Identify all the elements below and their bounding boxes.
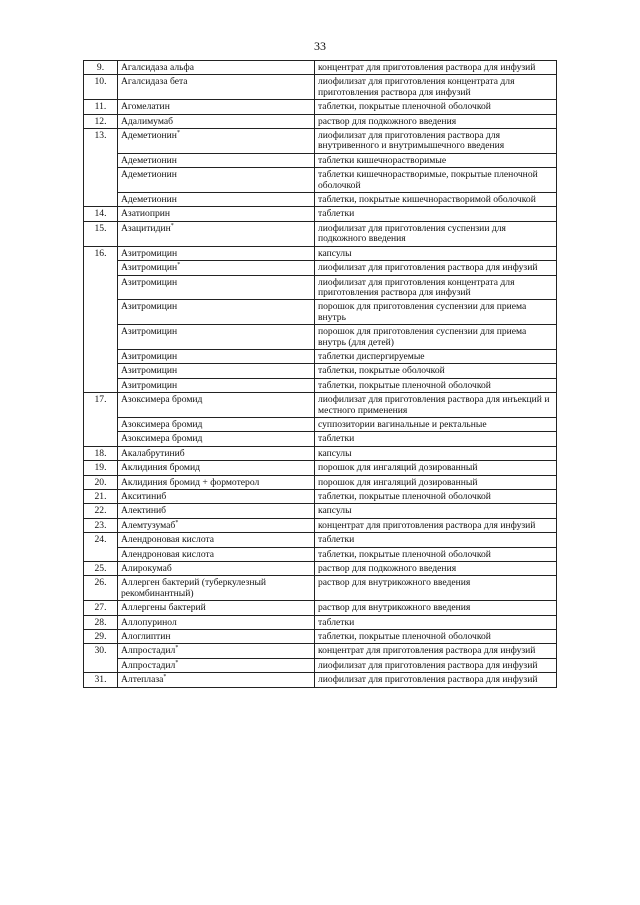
- drug-name-cell: [118, 673, 315, 687]
- table-row: [84, 153, 557, 167]
- drug-name-cell: [118, 114, 315, 128]
- row-number: 20.: [84, 475, 118, 489]
- drug-name: Азоксимера бромид: [121, 433, 203, 445]
- asterisk-mark: *: [175, 519, 179, 526]
- drug-name-cell: [118, 168, 315, 193]
- drug-name-cell: [118, 475, 315, 489]
- dosage-form: таблетки, покрытые пленочной оболочкой: [315, 378, 557, 392]
- dosage-form: порошок для ингаляций дозированный: [315, 461, 557, 475]
- drug-name: Азацитидин: [121, 222, 171, 234]
- drug-name: Адалимумаб: [121, 115, 173, 127]
- drug-name-cell: [118, 193, 315, 207]
- row-number: 19.: [84, 461, 118, 475]
- drug-name: Алоглиптин: [121, 631, 171, 643]
- row-number: 30.: [84, 644, 118, 673]
- drug-name: Алпростадил: [121, 659, 176, 671]
- row-number: 11.: [84, 100, 118, 114]
- drug-name: Алирокумаб: [121, 563, 172, 575]
- table-row: [84, 129, 557, 154]
- drug-name-cell: [118, 300, 315, 325]
- table-row: [84, 615, 557, 629]
- dosage-form: лиофилизат для приготовления раствора для инфузий: [315, 673, 557, 687]
- table-row: [84, 61, 557, 75]
- dosage-form: таблетки, покрытые пленочной оболочкой: [315, 630, 557, 644]
- table-row: [84, 300, 557, 325]
- dosage-form: лиофилизат для приготовления концентрата для приготовления раствора для инфузий: [315, 75, 557, 100]
- row-number: 18.: [84, 446, 118, 460]
- row-number: 21.: [84, 490, 118, 504]
- dosage-form: лиофилизат для приготовления раствора для инъекций и местного применения: [315, 393, 557, 418]
- dosage-form: таблетки, покрытые пленочной оболочкой: [315, 547, 557, 561]
- drug-name: Адеметионин: [121, 169, 177, 181]
- asterisk-mark: *: [175, 659, 179, 666]
- drug-name-cell: [118, 207, 315, 221]
- drug-name: Алтеплаза: [121, 674, 164, 686]
- table-row: [84, 490, 557, 504]
- dosage-form: раствор для внутрикожного введения: [315, 576, 557, 601]
- drug-name: Азитромицин: [121, 326, 178, 338]
- table-row: [84, 432, 557, 446]
- table-row: [84, 630, 557, 644]
- drug-name: Алемтузумаб: [121, 519, 176, 531]
- drug-name-cell: [118, 658, 315, 672]
- dosage-form: концентрат для приготовления раствора для инфузий: [315, 61, 557, 75]
- drug-name: Аклидиния бромид + формотерол: [121, 476, 260, 488]
- table-row: [84, 475, 557, 489]
- table-row: [84, 378, 557, 392]
- dosage-form: раствор для подкожного введения: [315, 114, 557, 128]
- dosage-form: капсулы: [315, 446, 557, 460]
- table-row: [84, 518, 557, 532]
- drug-name: Азитромицин: [121, 247, 178, 259]
- drug-name: Акситиниб: [121, 491, 167, 502]
- drug-name: Азитромицин: [121, 301, 178, 313]
- drug-name: Азитромицин: [121, 379, 178, 391]
- table-row: [84, 417, 557, 431]
- table-row: [84, 673, 557, 687]
- drug-table: [83, 60, 557, 688]
- table-row: [84, 325, 557, 350]
- dosage-form: порошок для ингаляций дозированный: [315, 475, 557, 489]
- drug-name: Агалсидаза бета: [121, 76, 188, 88]
- drug-name: Азоксимера бромид: [121, 418, 203, 430]
- drug-name: Азитромицин: [121, 276, 178, 288]
- asterisk-mark: *: [163, 674, 167, 681]
- drug-name: Агомелатин: [121, 101, 170, 113]
- dosage-form: таблетки, покрытые кишечнорастворимой оболочкой: [315, 193, 557, 207]
- dosage-form: таблетки кишечнорастворимые: [315, 153, 557, 167]
- drug-name: Адеметионин: [121, 194, 177, 206]
- row-number: 31.: [84, 673, 118, 687]
- table-row: [84, 207, 557, 221]
- drug-name-cell: [118, 393, 315, 418]
- row-number: 24.: [84, 533, 118, 562]
- drug-name: Алектиниб: [121, 505, 166, 517]
- row-number: 17.: [84, 393, 118, 447]
- row-number: 29.: [84, 630, 118, 644]
- drug-name-cell: [118, 325, 315, 350]
- drug-name-cell: [118, 644, 315, 658]
- dosage-form: таблетки: [315, 533, 557, 547]
- drug-name: Азитромицин: [121, 262, 178, 274]
- table-row: [84, 533, 557, 547]
- drug-name-cell: [118, 547, 315, 561]
- dosage-form: лиофилизат для приготовления раствора для инфузий: [315, 261, 557, 275]
- row-number: 26.: [84, 576, 118, 601]
- drug-name-cell: [118, 490, 315, 504]
- dosage-form: капсулы: [315, 504, 557, 518]
- row-number: 9.: [84, 61, 118, 75]
- drug-name: Азитромицин: [121, 350, 178, 362]
- drug-name: Аллерген бактерий (туберкулезный рекомбинантный): [121, 577, 267, 599]
- row-number: 28.: [84, 615, 118, 629]
- drug-name-cell: [118, 432, 315, 446]
- drug-name-cell: [118, 100, 315, 114]
- dosage-form: таблетки, покрытые пленочной оболочкой: [315, 100, 557, 114]
- drug-name: Аклидиния бромид: [121, 462, 200, 474]
- table-row: [84, 75, 557, 100]
- row-number: 12.: [84, 114, 118, 128]
- dosage-form: таблетки кишечнорастворимые, покрытые пленочной оболочкой: [315, 168, 557, 193]
- drug-name-cell: [118, 349, 315, 363]
- table-row: [84, 168, 557, 193]
- row-number: 16.: [84, 246, 118, 392]
- table-row: [84, 193, 557, 207]
- dosage-form: таблетки, покрытые оболочкой: [315, 364, 557, 378]
- drug-name-cell: [118, 518, 315, 532]
- asterisk-mark: *: [175, 645, 179, 652]
- dosage-form: концентрат для приготовления раствора для инфузий: [315, 518, 557, 532]
- drug-name-cell: [118, 75, 315, 100]
- page-number: 33: [314, 39, 326, 53]
- dosage-form: лиофилизат для приготовления концентрата для приготовления раствора для инфузий: [315, 275, 557, 300]
- table-row: [84, 393, 557, 418]
- drug-name-cell: [118, 562, 315, 576]
- drug-name-cell: [118, 246, 315, 260]
- table-row: [84, 446, 557, 460]
- row-number: 25.: [84, 562, 118, 576]
- dosage-form: концентрат для приготовления раствора для инфузий: [315, 644, 557, 658]
- table-row: [84, 547, 557, 561]
- asterisk-mark: *: [176, 129, 180, 136]
- table-row: [84, 114, 557, 128]
- dosage-form: лиофилизат для приготовления суспензии для подкожного введения: [315, 221, 557, 246]
- drug-name-cell: [118, 261, 315, 275]
- drug-name-cell: [118, 615, 315, 629]
- table-row: [84, 364, 557, 378]
- drug-name: Алендроновая кислота: [121, 548, 215, 560]
- drug-name: Адеметионин: [121, 130, 177, 142]
- drug-name: Азатиоприн: [121, 208, 171, 220]
- drug-name-cell: [118, 446, 315, 460]
- drug-name-cell: [118, 129, 315, 154]
- drug-name: Азоксимера бромид: [121, 394, 203, 406]
- drug-name-cell: [118, 533, 315, 547]
- table-row: [84, 100, 557, 114]
- table-row: [84, 658, 557, 672]
- drug-name: Акалабрутиниб: [121, 447, 185, 459]
- drug-name-cell: [118, 630, 315, 644]
- asterisk-mark: *: [170, 222, 174, 229]
- table-row: [84, 601, 557, 615]
- row-number: 13.: [84, 129, 118, 207]
- table-row: [84, 246, 557, 260]
- dosage-form: раствор для внутрикожного введения: [315, 601, 557, 615]
- drug-name-cell: [118, 153, 315, 167]
- dosage-form: капсулы: [315, 246, 557, 260]
- dosage-form: раствор для подкожного введения: [315, 562, 557, 576]
- asterisk-mark: *: [177, 261, 181, 268]
- drug-name: Адеметионин: [121, 154, 177, 166]
- dosage-form: таблетки: [315, 207, 557, 221]
- table-row: [84, 644, 557, 658]
- row-number: 27.: [84, 601, 118, 615]
- dosage-form: порошок для приготовления суспензии для приема внутрь (для детей): [315, 325, 557, 350]
- table-row: [84, 576, 557, 601]
- table-row: [84, 504, 557, 518]
- row-number: 15.: [84, 221, 118, 246]
- dosage-form: таблетки, покрытые пленочной оболочкой: [315, 490, 557, 504]
- drug-name-cell: [118, 61, 315, 75]
- drug-name-cell: [118, 504, 315, 518]
- drug-name-cell: [118, 417, 315, 431]
- dosage-form: порошок для приготовления суспензии для приема внутрь: [315, 300, 557, 325]
- drug-name-cell: [118, 576, 315, 601]
- dosage-form: лиофилизат для приготовления раствора для инфузий: [315, 658, 557, 672]
- drug-name-cell: [118, 275, 315, 300]
- drug-name-cell: [118, 221, 315, 246]
- drug-name: Алендроновая кислота: [121, 534, 215, 546]
- row-number: 14.: [84, 207, 118, 221]
- dosage-form: таблетки: [315, 432, 557, 446]
- dosage-form: суппозитории вагинальные и ректальные: [315, 417, 557, 431]
- drug-name-cell: [118, 461, 315, 475]
- dosage-form: таблетки диспергируемые: [315, 349, 557, 363]
- drug-name-cell: [118, 378, 315, 392]
- drug-name: Алпростадил: [121, 645, 176, 657]
- row-number: 10.: [84, 75, 118, 100]
- row-number: 23.: [84, 518, 118, 532]
- table-row: [84, 349, 557, 363]
- dosage-form: таблетки: [315, 615, 557, 629]
- drug-name: Аллопуринол: [121, 616, 177, 628]
- table-row: [84, 461, 557, 475]
- table-row: [84, 562, 557, 576]
- table-row: [84, 261, 557, 275]
- table-row: [84, 221, 557, 246]
- row-number: 22.: [84, 504, 118, 518]
- drug-name: Агалсидаза альфа: [121, 62, 194, 73]
- drug-name-cell: [118, 364, 315, 378]
- drug-name-cell: [118, 601, 315, 615]
- dosage-form: лиофилизат для приготовления раствора для внутривенного и внутримышечного введения: [315, 129, 557, 154]
- drug-name: Азитромицин: [121, 365, 178, 377]
- drug-name: Аллергены бактерий: [121, 602, 206, 614]
- table-row: [84, 275, 557, 300]
